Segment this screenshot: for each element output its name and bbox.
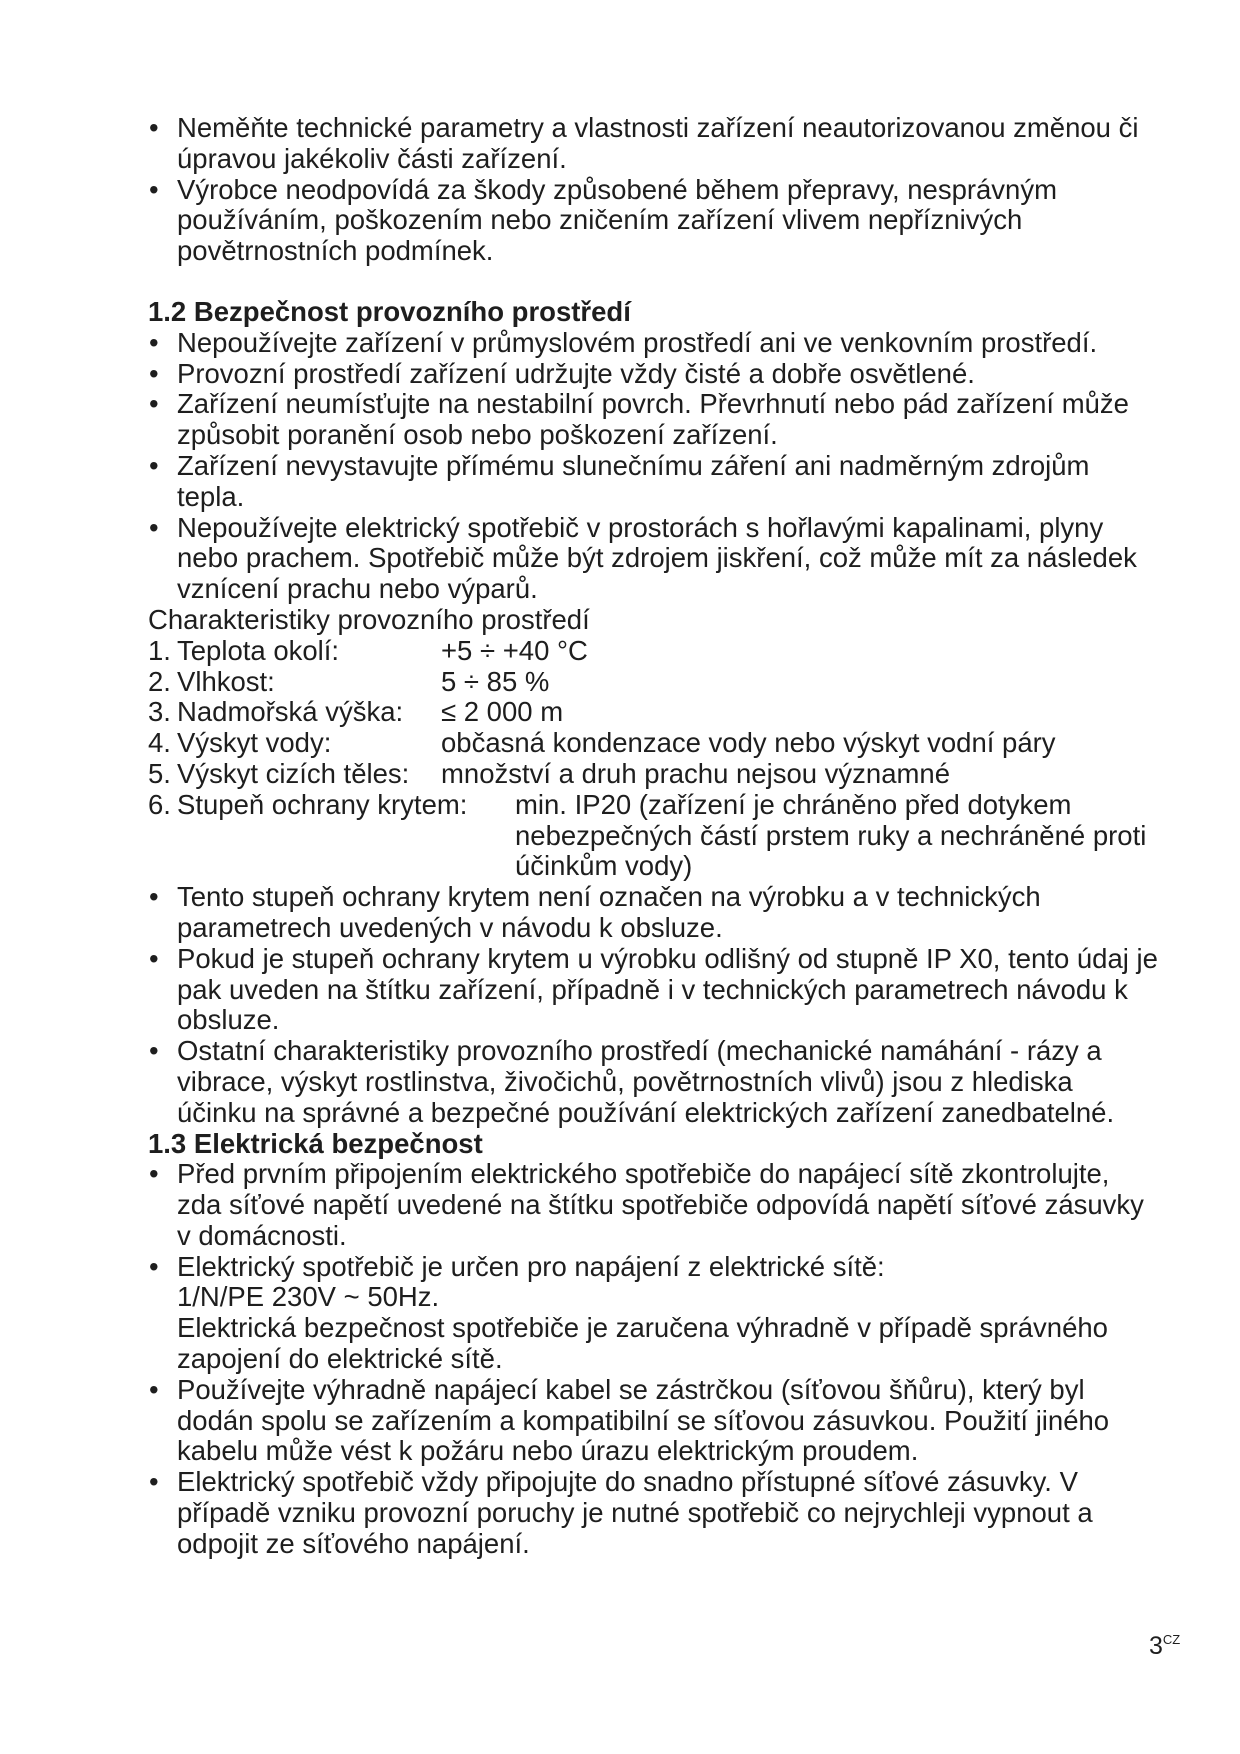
language-code: CZ: [1162, 1632, 1181, 1647]
list-item: [148, 1252, 1158, 1375]
characteristic-number: 3.: [148, 696, 171, 728]
supply-requirement-text: • Elektrický spotřebič je určen pro napájení z elektrické sítě:: [177, 1250, 885, 1282]
section-1-3-bullet-list: [148, 1159, 1158, 1559]
characteristics-title: Charakteristiky provozního prostředí: [148, 603, 590, 635]
characteristic-row: [148, 728, 1158, 759]
characteristics-list: [148, 636, 1158, 882]
section-heading-1-3: 1.3 Elektrická bezpečnost: [148, 1127, 483, 1159]
list-item: • Tento stupeň ochrany krytem není označen na výrobku a v technických parametrech uvedených v návodu k obsluze.: [148, 882, 1158, 944]
list-item: • Před prvním připojením elektrického spotřebiče do napájecí sítě zkontrolujte, zda síťové napětí uvedené na štítku spotřebiče odpovídá napětí síťové zásuvky v domácnosti.: [148, 1159, 1158, 1251]
characteristic-number: 1.: [148, 634, 171, 666]
characteristic-label: Vlhkost:: [177, 665, 275, 697]
list-item: • Výrobce neodpovídá za škody způsobené během přepravy, nesprávným používáním, poškozením nebo zničením zařízení vlivem nepříznivých povětrnostních podmínek.: [148, 175, 1158, 267]
list-item: • Pokud je stupeň ochrany krytem u výrobku odlišný od stupně IP X0, tento údaj je pak uveden na štítku zařízení, případně i v technických parametrech návodu k obsluze.: [148, 944, 1158, 1036]
characteristic-number: 6.: [148, 788, 171, 820]
characteristic-value: +5 ÷ +40 °C: [441, 634, 588, 666]
list-item: • Používejte výhradně napájecí kabel se zástrčkou (síťovou šňůru), který byl dodán spolu se zařízením a kompatibilní se síťovou zásuvkou. Použití jiného kabelu může vést k požáru nebo úrazu elektrickým proudem.: [148, 1375, 1158, 1467]
section-1-2-bullet-list: [148, 328, 1158, 605]
characteristic-row: [148, 790, 1158, 882]
list-item: • Ostatní charakteristiky provozního prostředí (mechanické namáhání - rázy a vibrace, výskyt rostlinstva, živočichů, povětrnostních vlivů) jsou z hlediska účinku na správné a bezpečné používání elektrických zařízení zanedbatelné.: [148, 1036, 1158, 1128]
section-heading-1-2: 1.2 Bezpečnost provozního prostředí: [148, 295, 631, 327]
characteristic-row: [148, 667, 1158, 698]
characteristic-value: množství a druh prachu nejsou významné: [441, 757, 951, 789]
list-item: • Zařízení nevystavujte přímému slunečnímu záření ani nadměrným zdrojům tepla.: [148, 451, 1158, 513]
characteristic-label: Výskyt vody:: [177, 727, 332, 759]
characteristic-number: 5.: [148, 757, 171, 789]
list-item: • Nepoužívejte zařízení v průmyslovém prostředí ani ve venkovním prostředí.: [148, 328, 1158, 359]
page-number-value: 3: [1149, 1632, 1163, 1660]
characteristic-number: 4.: [148, 727, 171, 759]
characteristic-number: 2.: [148, 665, 171, 697]
section-1-2-bullet-list-continued: [148, 882, 1158, 1128]
characteristic-label: Stupeň ochrany krytem:: [177, 788, 468, 820]
characteristic-row: [148, 636, 1158, 667]
characteristic-value: 5 ÷ 85 %: [441, 665, 550, 697]
intro-bullet-list: [148, 113, 1158, 267]
supply-voltage-spec: 1/N/PE 230V ~ 50Hz.: [177, 1281, 440, 1313]
page-number: [1149, 1625, 1180, 1661]
list-item: • Nepoužívejte elektrický spotřebič v prostorách s hořlavými kapalinami, plyny nebo prachem. Spotřebič může být zdrojem jiskření, což může mít za následek vznícení prachu nebo výparů.: [148, 513, 1158, 605]
characteristic-row: [148, 697, 1158, 728]
list-item: • Provozní prostředí zařízení udržujte vždy čisté a dobře osvětlené.: [148, 359, 1158, 390]
list-item: • Elektrický spotřebič vždy připojujte do snadno přístupné síťové zásuvky. V případě vzniku provozní poruchy je nutné spotřebič co nejrychleji vypnout a odpojit ze síťového napájení.: [148, 1467, 1158, 1559]
list-item: • Neměňte technické parametry a vlastnosti zařízení neautorizovanou změnou či úpravou jakékoliv části zařízení.: [148, 113, 1158, 175]
characteristic-label: Teplota okolí:: [177, 634, 340, 666]
characteristic-value: ≤ 2 000 m: [441, 696, 564, 728]
electrical-safety-note: Elektrická bezpečnost spotřebiče je zaručena výhradně v případě správného zapojení do elektrické sítě.: [177, 1312, 1108, 1375]
characteristic-label: Nadmořská výška:: [177, 696, 404, 728]
list-item: • Zařízení neumísťujte na nestabilní povrch. Převrhnutí nebo pád zařízení může způsobit poranění osob nebo poškození zařízení.: [148, 389, 1158, 451]
characteristic-value: občasná kondenzace vody nebo výskyt vodní páry: [441, 727, 1056, 759]
spacer: [148, 267, 1158, 297]
characteristic-value: min. IP20 (zařízení je chráněno před dotykem nebezpečných částí prstem ruky a nechráněné proti účinkům vody): [515, 788, 1147, 882]
characteristic-label: Výskyt cizích těles:: [177, 757, 410, 789]
manual-page: [148, 113, 1158, 1560]
characteristic-row: [148, 759, 1158, 790]
